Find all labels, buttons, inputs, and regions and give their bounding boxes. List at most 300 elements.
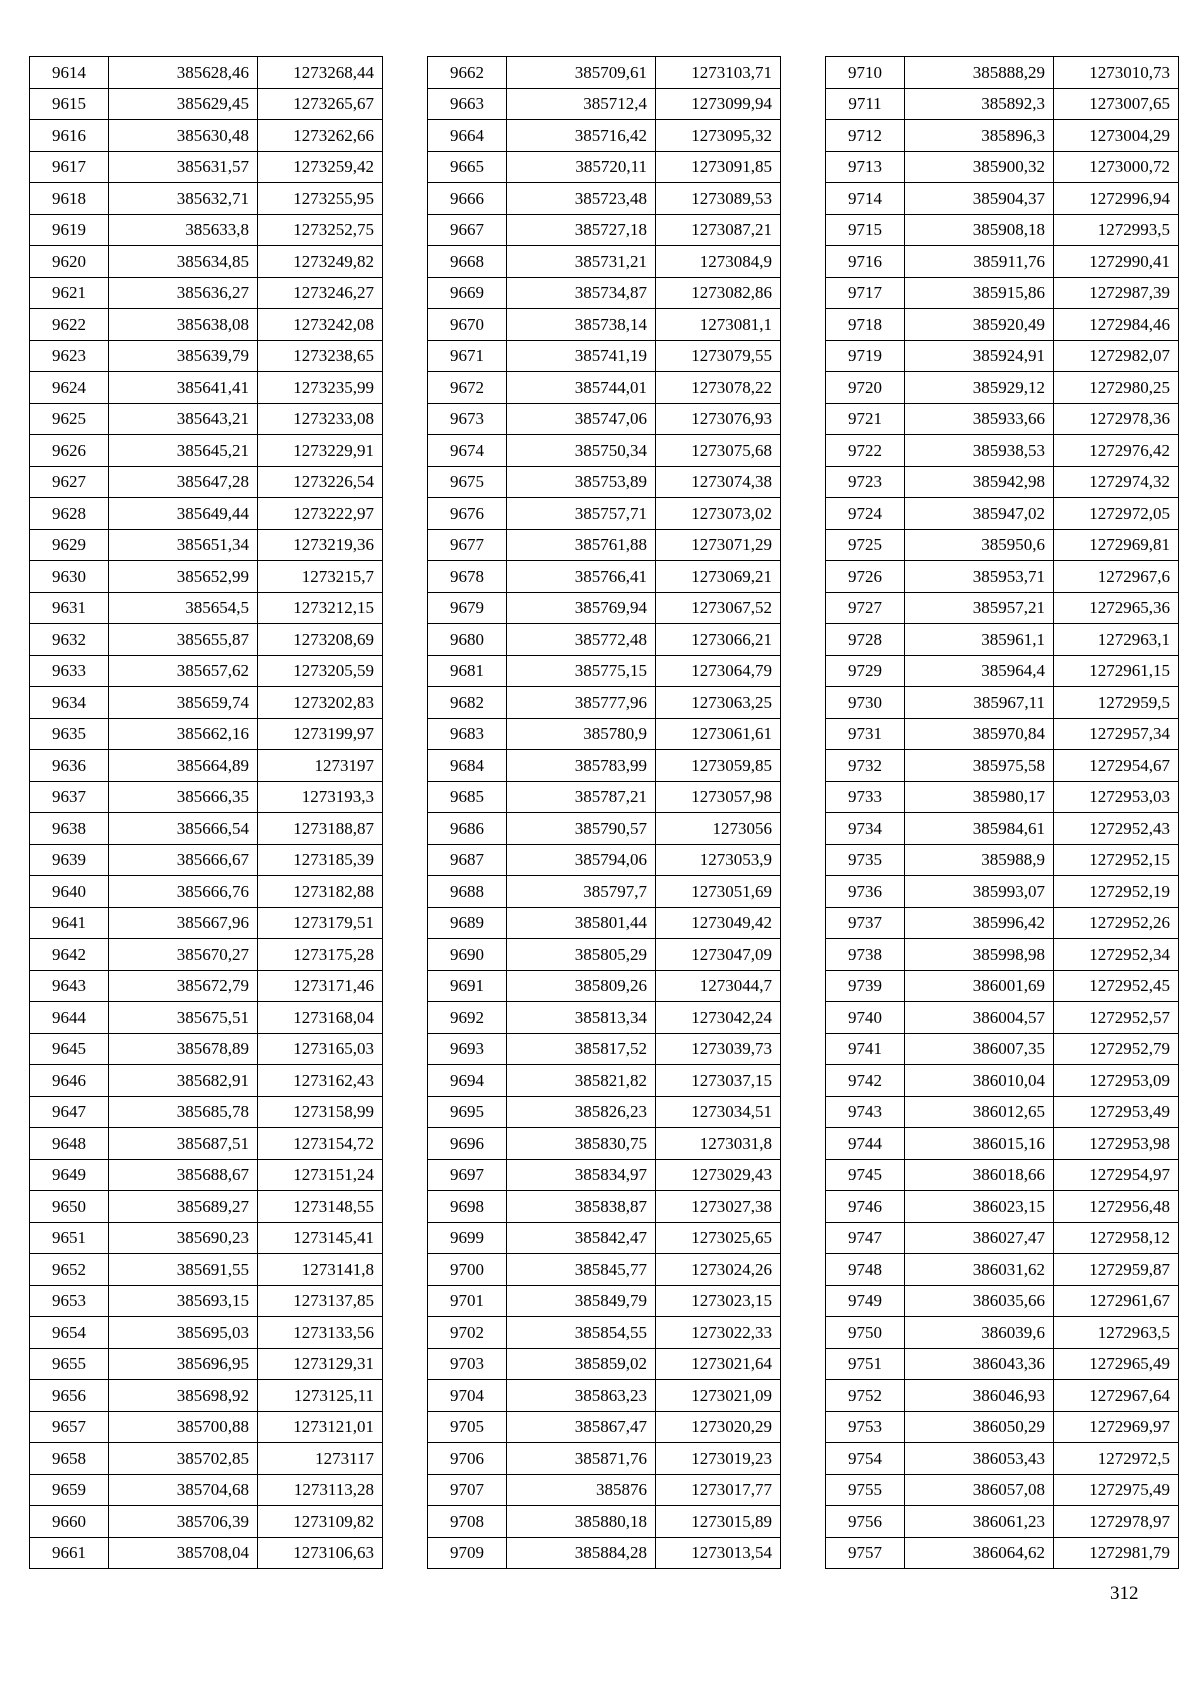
point-number-cell: 9697 [428, 1159, 507, 1191]
x-coordinate-cell: 385777,96 [507, 687, 656, 719]
point-number-cell: 9695 [428, 1096, 507, 1128]
table-row [428, 592, 781, 624]
y-coordinate-cell: 1273113,28 [258, 1474, 383, 1506]
point-number-cell: 9741 [826, 1033, 905, 1065]
y-coordinate-cell: 1273079,55 [656, 340, 781, 372]
table-row [428, 183, 781, 215]
x-coordinate-cell: 385675,51 [109, 1002, 258, 1034]
point-number-cell: 9704 [428, 1380, 507, 1412]
y-coordinate-cell: 1273121,01 [258, 1411, 383, 1443]
y-coordinate-cell: 1273219,36 [258, 529, 383, 561]
table-row [30, 246, 383, 278]
x-coordinate-cell: 385738,14 [507, 309, 656, 341]
table-row [30, 372, 383, 404]
table-row [826, 750, 1179, 782]
point-number-cell: 9681 [428, 655, 507, 687]
y-coordinate-cell: 1273076,93 [656, 403, 781, 435]
x-coordinate-cell: 385863,23 [507, 1380, 656, 1412]
point-number-cell: 9639 [30, 844, 109, 876]
y-coordinate-cell: 1273075,68 [656, 435, 781, 467]
point-number-cell: 9642 [30, 939, 109, 971]
point-number-cell: 9699 [428, 1222, 507, 1254]
table-row [30, 1096, 383, 1128]
x-coordinate-cell: 385998,98 [905, 939, 1054, 971]
x-coordinate-cell: 385947,02 [905, 498, 1054, 530]
x-coordinate-cell: 385817,52 [507, 1033, 656, 1065]
coordinate-table-2 [427, 56, 781, 1569]
point-number-cell: 9671 [428, 340, 507, 372]
x-coordinate-cell: 386023,15 [905, 1191, 1054, 1223]
table-row [428, 1065, 781, 1097]
point-number-cell: 9752 [826, 1380, 905, 1412]
point-number-cell: 9717 [826, 277, 905, 309]
x-coordinate-cell: 386001,69 [905, 970, 1054, 1002]
y-coordinate-cell: 1273044,7 [656, 970, 781, 1002]
y-coordinate-cell: 1272980,25 [1054, 372, 1179, 404]
point-number-cell: 9670 [428, 309, 507, 341]
y-coordinate-cell: 1273151,24 [258, 1159, 383, 1191]
x-coordinate-cell: 385996,42 [905, 907, 1054, 939]
x-coordinate-cell: 385867,47 [507, 1411, 656, 1443]
table-row [30, 1285, 383, 1317]
y-coordinate-cell: 1273004,29 [1054, 120, 1179, 152]
table-row [30, 1222, 383, 1254]
table-row [428, 1317, 781, 1349]
table-row [826, 183, 1179, 215]
point-number-cell: 9619 [30, 214, 109, 246]
y-coordinate-cell: 1273197 [258, 750, 383, 782]
point-number-cell: 9720 [826, 372, 905, 404]
x-coordinate-cell: 385706,39 [109, 1506, 258, 1538]
point-number-cell: 9647 [30, 1096, 109, 1128]
y-coordinate-cell: 1273129,31 [258, 1348, 383, 1380]
x-coordinate-cell: 386027,47 [905, 1222, 1054, 1254]
x-coordinate-cell: 385667,96 [109, 907, 258, 939]
y-coordinate-cell: 1273013,54 [656, 1537, 781, 1569]
x-coordinate-cell: 385670,27 [109, 939, 258, 971]
y-coordinate-cell: 1273242,08 [258, 309, 383, 341]
point-number-cell: 9672 [428, 372, 507, 404]
point-number-cell: 9721 [826, 403, 905, 435]
point-number-cell: 9652 [30, 1254, 109, 1286]
point-number-cell: 9715 [826, 214, 905, 246]
point-number-cell: 9757 [826, 1537, 905, 1569]
y-coordinate-cell: 1273017,77 [656, 1474, 781, 1506]
table-row [30, 1411, 383, 1443]
table-row [826, 844, 1179, 876]
x-coordinate-cell: 385747,06 [507, 403, 656, 435]
point-number-cell: 9659 [30, 1474, 109, 1506]
point-number-cell: 9702 [428, 1317, 507, 1349]
table-row [30, 813, 383, 845]
x-coordinate-cell: 386012,65 [905, 1096, 1054, 1128]
x-coordinate-cell: 385805,29 [507, 939, 656, 971]
y-coordinate-cell: 1273000,72 [1054, 151, 1179, 183]
point-number-cell: 9661 [30, 1537, 109, 1569]
y-coordinate-cell: 1273073,02 [656, 498, 781, 530]
y-coordinate-cell: 1273082,86 [656, 277, 781, 309]
table-row [30, 687, 383, 719]
x-coordinate-cell: 385801,44 [507, 907, 656, 939]
y-coordinate-cell: 1273262,66 [258, 120, 383, 152]
point-number-cell: 9683 [428, 718, 507, 750]
y-coordinate-cell: 1273125,11 [258, 1380, 383, 1412]
x-coordinate-cell: 385636,27 [109, 277, 258, 309]
point-number-cell: 9700 [428, 1254, 507, 1286]
y-coordinate-cell: 1273084,9 [656, 246, 781, 278]
x-coordinate-cell: 386064,62 [905, 1537, 1054, 1569]
table-row [826, 120, 1179, 152]
table-row [428, 750, 781, 782]
point-number-cell: 9621 [30, 277, 109, 309]
x-coordinate-cell: 385854,55 [507, 1317, 656, 1349]
y-coordinate-cell: 1272963,5 [1054, 1317, 1179, 1349]
point-number-cell: 9743 [826, 1096, 905, 1128]
point-number-cell: 9663 [428, 88, 507, 120]
x-coordinate-cell: 385988,9 [905, 844, 1054, 876]
y-coordinate-cell: 1272952,43 [1054, 813, 1179, 845]
table-row [826, 1443, 1179, 1475]
x-coordinate-cell: 385632,71 [109, 183, 258, 215]
table-row [30, 403, 383, 435]
y-coordinate-cell: 1272975,49 [1054, 1474, 1179, 1506]
point-number-cell: 9643 [30, 970, 109, 1002]
point-number-cell: 9636 [30, 750, 109, 782]
point-number-cell: 9684 [428, 750, 507, 782]
point-number-cell: 9617 [30, 151, 109, 183]
y-coordinate-cell: 1272961,67 [1054, 1285, 1179, 1317]
point-number-cell: 9620 [30, 246, 109, 278]
x-coordinate-cell: 385896,3 [905, 120, 1054, 152]
table-row [30, 435, 383, 467]
y-coordinate-cell: 1273021,64 [656, 1348, 781, 1380]
table-row [428, 1285, 781, 1317]
table-row [826, 655, 1179, 687]
y-coordinate-cell: 1273066,21 [656, 624, 781, 656]
table-row [428, 1380, 781, 1412]
point-number-cell: 9703 [428, 1348, 507, 1380]
x-coordinate-cell: 385842,47 [507, 1222, 656, 1254]
y-coordinate-cell: 1273158,99 [258, 1096, 383, 1128]
point-number-cell: 9746 [826, 1191, 905, 1223]
y-coordinate-cell: 1272953,03 [1054, 781, 1179, 813]
point-number-cell: 9724 [826, 498, 905, 530]
table-row [826, 1506, 1179, 1538]
y-coordinate-cell: 1273215,7 [258, 561, 383, 593]
table-row [428, 403, 781, 435]
x-coordinate-cell: 385712,4 [507, 88, 656, 120]
y-coordinate-cell: 1273057,98 [656, 781, 781, 813]
y-coordinate-cell: 1273015,89 [656, 1506, 781, 1538]
x-coordinate-cell: 385655,87 [109, 624, 258, 656]
x-coordinate-cell: 386031,62 [905, 1254, 1054, 1286]
table-row [428, 1443, 781, 1475]
y-coordinate-cell: 1273019,23 [656, 1443, 781, 1475]
table-row [826, 1285, 1179, 1317]
x-coordinate-cell: 385880,18 [507, 1506, 656, 1538]
table-row [826, 498, 1179, 530]
x-coordinate-cell: 385769,94 [507, 592, 656, 624]
point-number-cell: 9705 [428, 1411, 507, 1443]
page-number: 312 [1110, 1583, 1139, 1604]
table-row [826, 718, 1179, 750]
x-coordinate-cell: 385629,45 [109, 88, 258, 120]
table-row [428, 1128, 781, 1160]
y-coordinate-cell: 1272982,07 [1054, 340, 1179, 372]
y-coordinate-cell: 1273010,73 [1054, 57, 1179, 89]
x-coordinate-cell: 385727,18 [507, 214, 656, 246]
table-row [826, 1002, 1179, 1034]
x-coordinate-cell: 385685,78 [109, 1096, 258, 1128]
y-coordinate-cell: 1273141,8 [258, 1254, 383, 1286]
table-row [30, 277, 383, 309]
point-number-cell: 9732 [826, 750, 905, 782]
x-coordinate-cell: 385652,99 [109, 561, 258, 593]
y-coordinate-cell: 1273021,09 [656, 1380, 781, 1412]
point-number-cell: 9628 [30, 498, 109, 530]
x-coordinate-cell: 385908,18 [905, 214, 1054, 246]
table-row [428, 781, 781, 813]
y-coordinate-cell: 1273162,43 [258, 1065, 383, 1097]
point-number-cell: 9736 [826, 876, 905, 908]
x-coordinate-cell: 385720,11 [507, 151, 656, 183]
x-coordinate-cell: 385716,42 [507, 120, 656, 152]
point-number-cell: 9693 [428, 1033, 507, 1065]
y-coordinate-cell: 1273081,1 [656, 309, 781, 341]
table-row [826, 1222, 1179, 1254]
x-coordinate-cell: 385876 [507, 1474, 656, 1506]
y-coordinate-cell: 1273047,09 [656, 939, 781, 971]
y-coordinate-cell: 1273202,83 [258, 687, 383, 719]
point-number-cell: 9716 [826, 246, 905, 278]
point-number-cell: 9678 [428, 561, 507, 593]
y-coordinate-cell: 1273137,85 [258, 1285, 383, 1317]
y-coordinate-cell: 1273095,32 [656, 120, 781, 152]
x-coordinate-cell: 385888,29 [905, 57, 1054, 89]
point-number-cell: 9694 [428, 1065, 507, 1097]
point-number-cell: 9744 [826, 1128, 905, 1160]
coordinate-table-3 [825, 56, 1179, 1569]
point-number-cell: 9729 [826, 655, 905, 687]
x-coordinate-cell: 385643,21 [109, 403, 258, 435]
x-coordinate-cell: 385687,51 [109, 1128, 258, 1160]
point-number-cell: 9749 [826, 1285, 905, 1317]
y-coordinate-cell: 1273229,91 [258, 435, 383, 467]
x-coordinate-cell: 385911,76 [905, 246, 1054, 278]
table-row [30, 750, 383, 782]
y-coordinate-cell: 1273063,25 [656, 687, 781, 719]
point-number-cell: 9632 [30, 624, 109, 656]
table-row [826, 1411, 1179, 1443]
x-coordinate-cell: 386015,16 [905, 1128, 1054, 1160]
table-row [30, 529, 383, 561]
y-coordinate-cell: 1273023,15 [656, 1285, 781, 1317]
point-number-cell: 9756 [826, 1506, 905, 1538]
y-coordinate-cell: 1273154,72 [258, 1128, 383, 1160]
point-number-cell: 9753 [826, 1411, 905, 1443]
table-row [428, 340, 781, 372]
table-row [428, 624, 781, 656]
y-coordinate-cell: 1273051,69 [656, 876, 781, 908]
x-coordinate-cell: 385689,27 [109, 1191, 258, 1223]
point-number-cell: 9646 [30, 1065, 109, 1097]
x-coordinate-cell: 386018,66 [905, 1159, 1054, 1191]
x-coordinate-cell: 385657,62 [109, 655, 258, 687]
table-row [30, 1254, 383, 1286]
x-coordinate-cell: 385753,89 [507, 466, 656, 498]
y-coordinate-cell: 1272952,34 [1054, 939, 1179, 971]
table-row [826, 1159, 1179, 1191]
table-row [30, 561, 383, 593]
table-row [30, 498, 383, 530]
point-number-cell: 9740 [826, 1002, 905, 1034]
point-number-cell: 9651 [30, 1222, 109, 1254]
point-number-cell: 9708 [428, 1506, 507, 1538]
table-row [826, 876, 1179, 908]
y-coordinate-cell: 1273087,21 [656, 214, 781, 246]
y-coordinate-cell: 1273171,46 [258, 970, 383, 1002]
x-coordinate-cell: 385634,85 [109, 246, 258, 278]
y-coordinate-cell: 1272953,98 [1054, 1128, 1179, 1160]
x-coordinate-cell: 385892,3 [905, 88, 1054, 120]
point-number-cell: 9638 [30, 813, 109, 845]
table-row [428, 88, 781, 120]
table-row [826, 1317, 1179, 1349]
x-coordinate-cell: 385775,15 [507, 655, 656, 687]
y-coordinate-cell: 1273252,75 [258, 214, 383, 246]
point-number-cell: 9635 [30, 718, 109, 750]
point-number-cell: 9682 [428, 687, 507, 719]
point-number-cell: 9653 [30, 1285, 109, 1317]
x-coordinate-cell: 385631,57 [109, 151, 258, 183]
table-row [826, 435, 1179, 467]
table-row [428, 1191, 781, 1223]
x-coordinate-cell: 386061,23 [905, 1506, 1054, 1538]
table-row [30, 592, 383, 624]
x-coordinate-cell: 386046,93 [905, 1380, 1054, 1412]
point-number-cell: 9711 [826, 88, 905, 120]
x-coordinate-cell: 385790,57 [507, 813, 656, 845]
y-coordinate-cell: 1273268,44 [258, 57, 383, 89]
table-row [826, 403, 1179, 435]
y-coordinate-cell: 1272984,46 [1054, 309, 1179, 341]
table-row [30, 624, 383, 656]
table-row [428, 57, 781, 89]
point-number-cell: 9641 [30, 907, 109, 939]
y-coordinate-cell: 1272959,5 [1054, 687, 1179, 719]
y-coordinate-cell: 1273235,99 [258, 372, 383, 404]
x-coordinate-cell: 385993,07 [905, 876, 1054, 908]
x-coordinate-cell: 385666,54 [109, 813, 258, 845]
table-row [428, 466, 781, 498]
y-coordinate-cell: 1273064,79 [656, 655, 781, 687]
table-row [826, 309, 1179, 341]
y-coordinate-cell: 1273205,59 [258, 655, 383, 687]
point-number-cell: 9669 [428, 277, 507, 309]
table-row [826, 1380, 1179, 1412]
x-coordinate-cell: 385638,08 [109, 309, 258, 341]
table-row [428, 876, 781, 908]
y-coordinate-cell: 1272965,36 [1054, 592, 1179, 624]
y-coordinate-cell: 1273199,97 [258, 718, 383, 750]
point-number-cell: 9750 [826, 1317, 905, 1349]
point-number-cell: 9723 [826, 466, 905, 498]
y-coordinate-cell: 1272972,5 [1054, 1443, 1179, 1475]
x-coordinate-cell: 385884,28 [507, 1537, 656, 1569]
y-coordinate-cell: 1273049,42 [656, 907, 781, 939]
table-row [826, 529, 1179, 561]
point-number-cell: 9728 [826, 624, 905, 656]
y-coordinate-cell: 1272953,49 [1054, 1096, 1179, 1128]
point-number-cell: 9690 [428, 939, 507, 971]
y-coordinate-cell: 1272959,87 [1054, 1254, 1179, 1286]
x-coordinate-cell: 386004,57 [905, 1002, 1054, 1034]
y-coordinate-cell: 1273067,52 [656, 592, 781, 624]
point-number-cell: 9674 [428, 435, 507, 467]
table-row [30, 970, 383, 1002]
x-coordinate-cell: 385750,34 [507, 435, 656, 467]
point-number-cell: 9657 [30, 1411, 109, 1443]
point-number-cell: 9738 [826, 939, 905, 971]
table-row [428, 372, 781, 404]
x-coordinate-cell: 385772,48 [507, 624, 656, 656]
x-coordinate-cell: 385688,67 [109, 1159, 258, 1191]
y-coordinate-cell: 1273175,28 [258, 939, 383, 971]
table-row [30, 1443, 383, 1475]
y-coordinate-cell: 1273022,33 [656, 1317, 781, 1349]
point-number-cell: 9637 [30, 781, 109, 813]
x-coordinate-cell: 385695,03 [109, 1317, 258, 1349]
x-coordinate-cell: 385830,75 [507, 1128, 656, 1160]
y-coordinate-cell: 1273042,24 [656, 1002, 781, 1034]
y-coordinate-cell: 1273249,82 [258, 246, 383, 278]
table-row [428, 246, 781, 278]
x-coordinate-cell: 385900,32 [905, 151, 1054, 183]
point-number-cell: 9747 [826, 1222, 905, 1254]
y-coordinate-cell: 1272974,32 [1054, 466, 1179, 498]
y-coordinate-cell: 1272952,15 [1054, 844, 1179, 876]
x-coordinate-cell: 385826,23 [507, 1096, 656, 1128]
x-coordinate-cell: 385662,16 [109, 718, 258, 750]
table-row [428, 529, 781, 561]
y-coordinate-cell: 1273208,69 [258, 624, 383, 656]
y-coordinate-cell: 1272952,79 [1054, 1033, 1179, 1065]
table-row [30, 1537, 383, 1569]
x-coordinate-cell: 385859,02 [507, 1348, 656, 1380]
x-coordinate-cell: 385666,35 [109, 781, 258, 813]
point-number-cell: 9685 [428, 781, 507, 813]
x-coordinate-cell: 386050,29 [905, 1411, 1054, 1443]
y-coordinate-cell: 1272952,26 [1054, 907, 1179, 939]
x-coordinate-cell: 385645,21 [109, 435, 258, 467]
table-row [30, 151, 383, 183]
table-row [428, 561, 781, 593]
y-coordinate-cell: 1273259,42 [258, 151, 383, 183]
point-number-cell: 9735 [826, 844, 905, 876]
y-coordinate-cell: 1273027,38 [656, 1191, 781, 1223]
point-number-cell: 9666 [428, 183, 507, 215]
table-row [428, 970, 781, 1002]
table-row [30, 1317, 383, 1349]
y-coordinate-cell: 1273179,51 [258, 907, 383, 939]
table-row [30, 781, 383, 813]
y-coordinate-cell: 1272996,94 [1054, 183, 1179, 215]
point-number-cell: 9614 [30, 57, 109, 89]
point-number-cell: 9686 [428, 813, 507, 845]
table-row [826, 561, 1179, 593]
table-row [826, 340, 1179, 372]
table-row [30, 876, 383, 908]
